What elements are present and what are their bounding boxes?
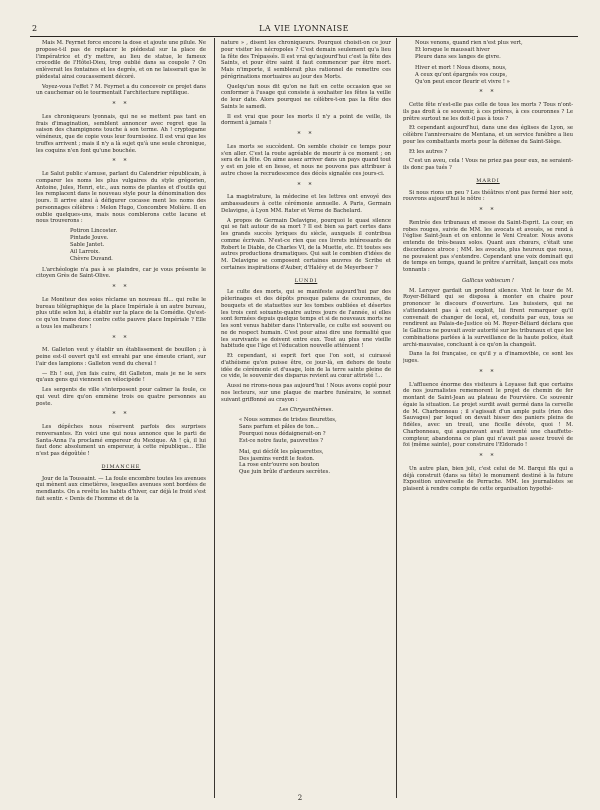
list-item: Ail Larroix. xyxy=(70,248,100,255)
poem-line: Nous venons, quand rien n'est plus vert, xyxy=(415,40,523,46)
paragraph: Et les autres ? xyxy=(409,148,448,155)
separator-stars: * * xyxy=(297,131,315,138)
section-heading: DIMANCHE xyxy=(101,463,141,470)
separator-stars: * * xyxy=(112,158,130,166)
separator-stars: * * xyxy=(297,181,315,189)
paragraph: Le culte des morts, qui se manifeste aujourd'hui par des pèlerinages et des dépôts presque païens de couronnes, de bouquets et de statuettes sur les tombes oubliées et désertes les trois cent soixante-quatre autres jours de l'année, si elles sont fermées depuis quelque temps et si de nouveaux morts ne les sont venus habiter dans l'intervalle, ce culte est souvent ou ne de respect humain. C'est pour ainsi dire une formalité que les survivants se doivent entre eux. Tout au plus une vieille habitude que l'âge et l'éducation nouvelle atténuent ! xyxy=(221,289,391,350)
paragraph: Voyez-vous l'effet ? M. Feyrnet a du concevoir ce projet dans un cauchemar où le tourmentait l'architecture reptilique. xyxy=(36,83,206,97)
paragraph: Les chroniqueurs lyonnais, qui ne se mettent pas tant en frais d'imagination, semblent annoncer avec regret que la saison des champignons touche à son terme. Ah ! cryptogame vénéneux, que de copie vous leur fournissiez. Il est vrai que les truffes arrivent ; mais il n'y a là sujet qu'à une seule chronique, les coquins n'en font qu'une bouchée. xyxy=(36,113,206,154)
paragraph: — Eh ! oui, j'en fais cuire, dit Galleton, mais je ne le sers qu'aux gens qui viennent en vélocipède ! xyxy=(36,370,206,384)
column-2 xyxy=(221,40,391,800)
section-heading: LUNDI xyxy=(294,277,318,284)
paragraph: Si nous rions un peu ? Les théâtres n'ont pas fermé hier soir, rouvrons aujourd'hui le nôtre : xyxy=(403,189,573,203)
poem-line: Mai, qui déclôt les pâquerettes, xyxy=(239,448,324,455)
paragraph: L'affluence énorme des visiteurs à Loyasse fait que certains de nos journalistes rememorent le projet de chemin de fer montant de Saint-Jean au plateau de Fourvière. Ce souvenir égaie la situation. Le projet surdit avait germé dans la cervelle de M. Charbonneau ; il s'agissait d'un ample puits (rien des Sauvages) par lequel on devait hisser des paniers pleins de fidèles, avec un treuil, une ficelle dévote, quoi ! M. Charbonneau, qui auparavant avait inventé une chauffette-compteur, abandonna ce plan qui n'avait pas assez trouvé de foi (même sainte), pour construire l'Eldorado ! xyxy=(403,381,573,449)
separator-stars: * * xyxy=(479,453,497,461)
paragraph: Le Salut public s'amuse, parlant du Calendrier républicain, à comparer les noms les plus vulgaires du style grégorien, Antoine, Jules, Henri, etc., aux noms de plantes et d'outils qui les remplacent dans le nouveau style pour la dénomination des jours. Il arrive ainsi à défigurer cocasse ment les noms des personnages célèbres : Melon Hugo, Concombre Molière. Il en oublie quelques-uns, mais nous comblerons cette lacune et nous trouverons : xyxy=(36,171,206,225)
separator-stars: * * xyxy=(112,334,130,342)
paragraph: Cette fête n'est-elle pas celle de tous les morts ? Tous n'ont-ils pas droit à ce souvenir, à ces prières, à ces couronnes ? Le prêtre surtout ne les doit-il pas à tous ? xyxy=(403,102,573,122)
separator-stars: * * xyxy=(112,284,130,292)
poem-line: Pleure dans ses langes de givre. xyxy=(415,53,501,60)
paragraph: Mais M. Feyrnet force encore la dose et ajoute une pilule. Ne propose-t-il pas de replacer le piédestal sur la place de l'impératrice et d'y mettre, au lieu de statue, le fameux crocodile de l'Hôtel-Dieu, trop oublié dans sa coupole ? On enlèverait les fontaines et les degrés, et on ne laisserait que le piédestal ainsi coucassement décoré. xyxy=(36,40,206,80)
poem-line: Hiver et mort ! Nous disons, nous, xyxy=(415,64,507,71)
poem-line: Et lorsque le maussait hiver xyxy=(415,46,490,53)
motto: Gallicus vobiscum ! xyxy=(462,277,514,284)
paragraph: A propos de Germain Delavigne, pourquoi le quasi silence qui se fait autour de sa mort ? Il est bien sa part certes dans les grands succès lyriques du siècle, auxquels il contribua comme écrivain. N'est-ce rien que ces livrets intéressants de Robert le Diable, de Charles VI, de la Muette, etc. Et toutes ses autres productions dramatiques. Qui sait le combien d'idées de M. Delavigne se composent certaines œuvres de Scribe et certaines inspirations d'Auber, d'Halévy et de Meyerbeer ? xyxy=(221,217,391,271)
paragraph: Jour de la Toussaint. — La foule encombre toutes les avenues qui mènent aux cimetières, lesquelles avenues sont bordées de mendiants. On a revêtu les habits d'hiver, car déjà le froid s'est fait sentir. « Denis de l'homme et de la xyxy=(36,475,206,502)
poem xyxy=(239,417,391,476)
list-item: Chèvre Duvand. xyxy=(70,255,113,262)
paragraph: Il est vrai que pour les morts il n'y a point de veille, ils dorment à jamais ! xyxy=(221,113,391,127)
paragraph: Les sergents de ville s'interposent pour calmer la foule, ce qui veut dire qu'on emmène trois ou quatre personnes au poste. xyxy=(36,387,206,407)
name-list xyxy=(70,228,206,263)
separator-stars: * * xyxy=(112,411,130,419)
separator-stars: * * xyxy=(479,207,497,215)
separator-stars: * * xyxy=(479,368,497,376)
poem-line: Sans parfum et pâles de ton... xyxy=(239,423,319,430)
paragraph: Le Moniteur des soies réclame un nouveau fil... qui relie le bureau télégraphique de la place Impériale à un autre bureau, plus utile selon lui, à établir sur la place de la Comédie. Qu'est-ce qu'on trame donc contre cette pauvre place Impériale ? Elle a tous les malheurs ! xyxy=(36,296,206,330)
paragraph: Aussi ne rirons-nous pas aujourd'hui ! Nous avons copié pour nos lecteurs, sur une plaque de marbre funéraire, le sonnet suivant griffonné au crayon : xyxy=(221,383,391,403)
column-rule xyxy=(214,38,215,798)
section-heading: MARDI xyxy=(476,177,500,184)
paragraph: L'archéologie n'a pas à se plaindre, car je vous présente le citoyen Grès de Saint-Olive. xyxy=(36,266,206,280)
paragraph: C'est un aveu, cela ! Vous ne priez pas pour eux, ne seraient-ils donc pas tués ? xyxy=(403,158,573,172)
paragraph: Dans la foi française, ce qu'il y a d'inamovible, ce sont les juges. xyxy=(403,351,573,365)
footer-page-number: 2 xyxy=(297,794,303,802)
poem-line: Que juin brûle d'ardeurs secrètes. xyxy=(239,469,331,476)
column-rule xyxy=(396,38,397,798)
publication-title: LA VIE LYONNAISE xyxy=(259,24,349,33)
poem-line: Des jasmins verdit le feston. xyxy=(239,455,315,462)
poem-line: « Nous sommes de tristes fleurettes, xyxy=(239,417,337,423)
paragraph: nature » , disent les chroniqueurs. Pourquoi choisit-on ce jour pour visiter les nécropoles ? C'est demain seulement qu'a lieu la fête des Trépassés. Il est vrai qu'aujourd'hui c'est la fête des Saints, et pour être saint il faut commencer par être mort. Mais n'importe, il semblerait plus rationnel de remettre ces pérégrinations mortuaires au jour des Morts. xyxy=(221,40,391,80)
poem-line: A ceux qu'ont épargnés vos coups, xyxy=(415,71,508,78)
page-header xyxy=(30,24,578,37)
paragraph: Les dépêches nous réservent parfois des surprises renversantes. En voici une qui nous annonce que le parti de Santa-Anna l'a proclamé empereur du Mexique. Ah ! çà, il lui faut donc absolument un empereur, à cette république... Elle n'est pas dégoûtée ! xyxy=(36,424,206,458)
column-1 xyxy=(36,40,206,800)
paragraph: M. Leroyer gardait un profond silence. Vint le tour de M. Royer-Béliard qui se disposa à monter en chaire pour prononcer le discours d'ouverture. Les huissiers, qui ne s'attendaient pas à cet exploit, lui firent remarquer qu'il convenait de changer de local, et, conduits par eux, tous se rendirent au Palais-de-Justice où M. Royer-Béliard déclara que le Gallicus ne pouvait avoir autorité sur les tribunaux et que les combinations parlées à la surveillance de la haute police, était archi-mauvaise, concluant à ce qu'on la changeât. xyxy=(403,287,573,348)
paragraph: La magistrature, la médecine et les lettres ont envoyé des ambassadeurs à cette cérémonie annuelle. A Paris, Germain Delavigne, à Lyon MM. Rater et Verne de Bachelard. xyxy=(221,194,391,214)
column-3 xyxy=(403,40,573,800)
list-item: Pintade Jouve. xyxy=(70,234,109,241)
list-item: Sable Jantet. xyxy=(70,241,105,248)
page-number: 2 xyxy=(32,24,38,33)
list-item: Potiron Lincoster. xyxy=(70,228,118,234)
paragraph: Un autre plan, bien joli, c'est celui de M. Barqui fils qui a déjà construit (dans sa tête) le monument destiné à la future Exposition universelle de Perrache. MM. les journalistes se plaisent à rendre compte de cette organisation hypothé- xyxy=(403,465,573,493)
paragraph: Et cependant aujourd'hui, dans une des églises de Lyon, se célèbre l'anniversaire de Mentana, et un service funèbre a lieu pour les combattants morts pour la défense du Saint-Siège. xyxy=(403,125,573,145)
separator-stars: * * xyxy=(479,89,497,97)
poem-line: Est-ce notre faute, pauvrettes ? xyxy=(239,437,324,444)
paragraph: Les morts se succèdent. On semble choisir ce temps pour s'en aller. C'est la route agréable de mourir à ce moment ; on sera de la fête. On aime assez arriver dans un pays quand tout y est en joie et en liesse, et nous ne pouvons pas attribuer à autre chose la recrudescence des décès signalée ces jours-ci. xyxy=(221,143,391,177)
poem-line: Qu'on peut encor fleurir et vivre ! » xyxy=(415,78,510,85)
paragraph: Quelqu'un nous dit qu'on ne fait en cette occasion que se conformer à l'usage qui consiste à souhaiter les fêtes la veille de leur date. Alors pourquoi ne célèbre-t-on pas la fête des Saints le samedi. xyxy=(221,83,391,110)
poem-line: Pourquoi nous dédaignerait-on ? xyxy=(239,430,326,437)
paragraph: Rentrée des tribunaux et messe du Saint-Esprit. La cour, en robes rouges, suivie de MM. les avocats et avoués, se rend à l'église Saint-Jean et on entonne le Veni Creator. Nous avons entendu de très-beaux solos. Quant aux chœurs, c'était une discordance atroce ; MM. les avocats, plus heureux que nous, ne pouvaient pas s'entendre. Cependant une voix dominait qui de temps en temps, quand le prêtre s'arrêtait, lançait ces mots tonnants : xyxy=(403,219,573,274)
paragraph: M. Galleton veut y établir un établissement de bouillon ; à peine est-il ouvert qu'il est envahi par une émeute criant, sur l'air des lampions : Galleton vend du cheval ! xyxy=(36,347,206,367)
poem-title: Les Chrysanthèmes. xyxy=(278,407,334,414)
poem-continued xyxy=(415,40,573,85)
poem-line: La rose entr'ouvre son bouton xyxy=(239,462,320,469)
paragraph: Et cependant, si esprit fort que l'on soit, si cuirassé d'athéisme qu'on puisse être, ce jour-là, en dehors de toute idée de cérémonie et d'usage, loin de la terre sainte pleine de ce vide, le souvenir des disparus revient au cœur attristé !... xyxy=(221,353,391,380)
separator-stars: * * xyxy=(112,101,130,108)
